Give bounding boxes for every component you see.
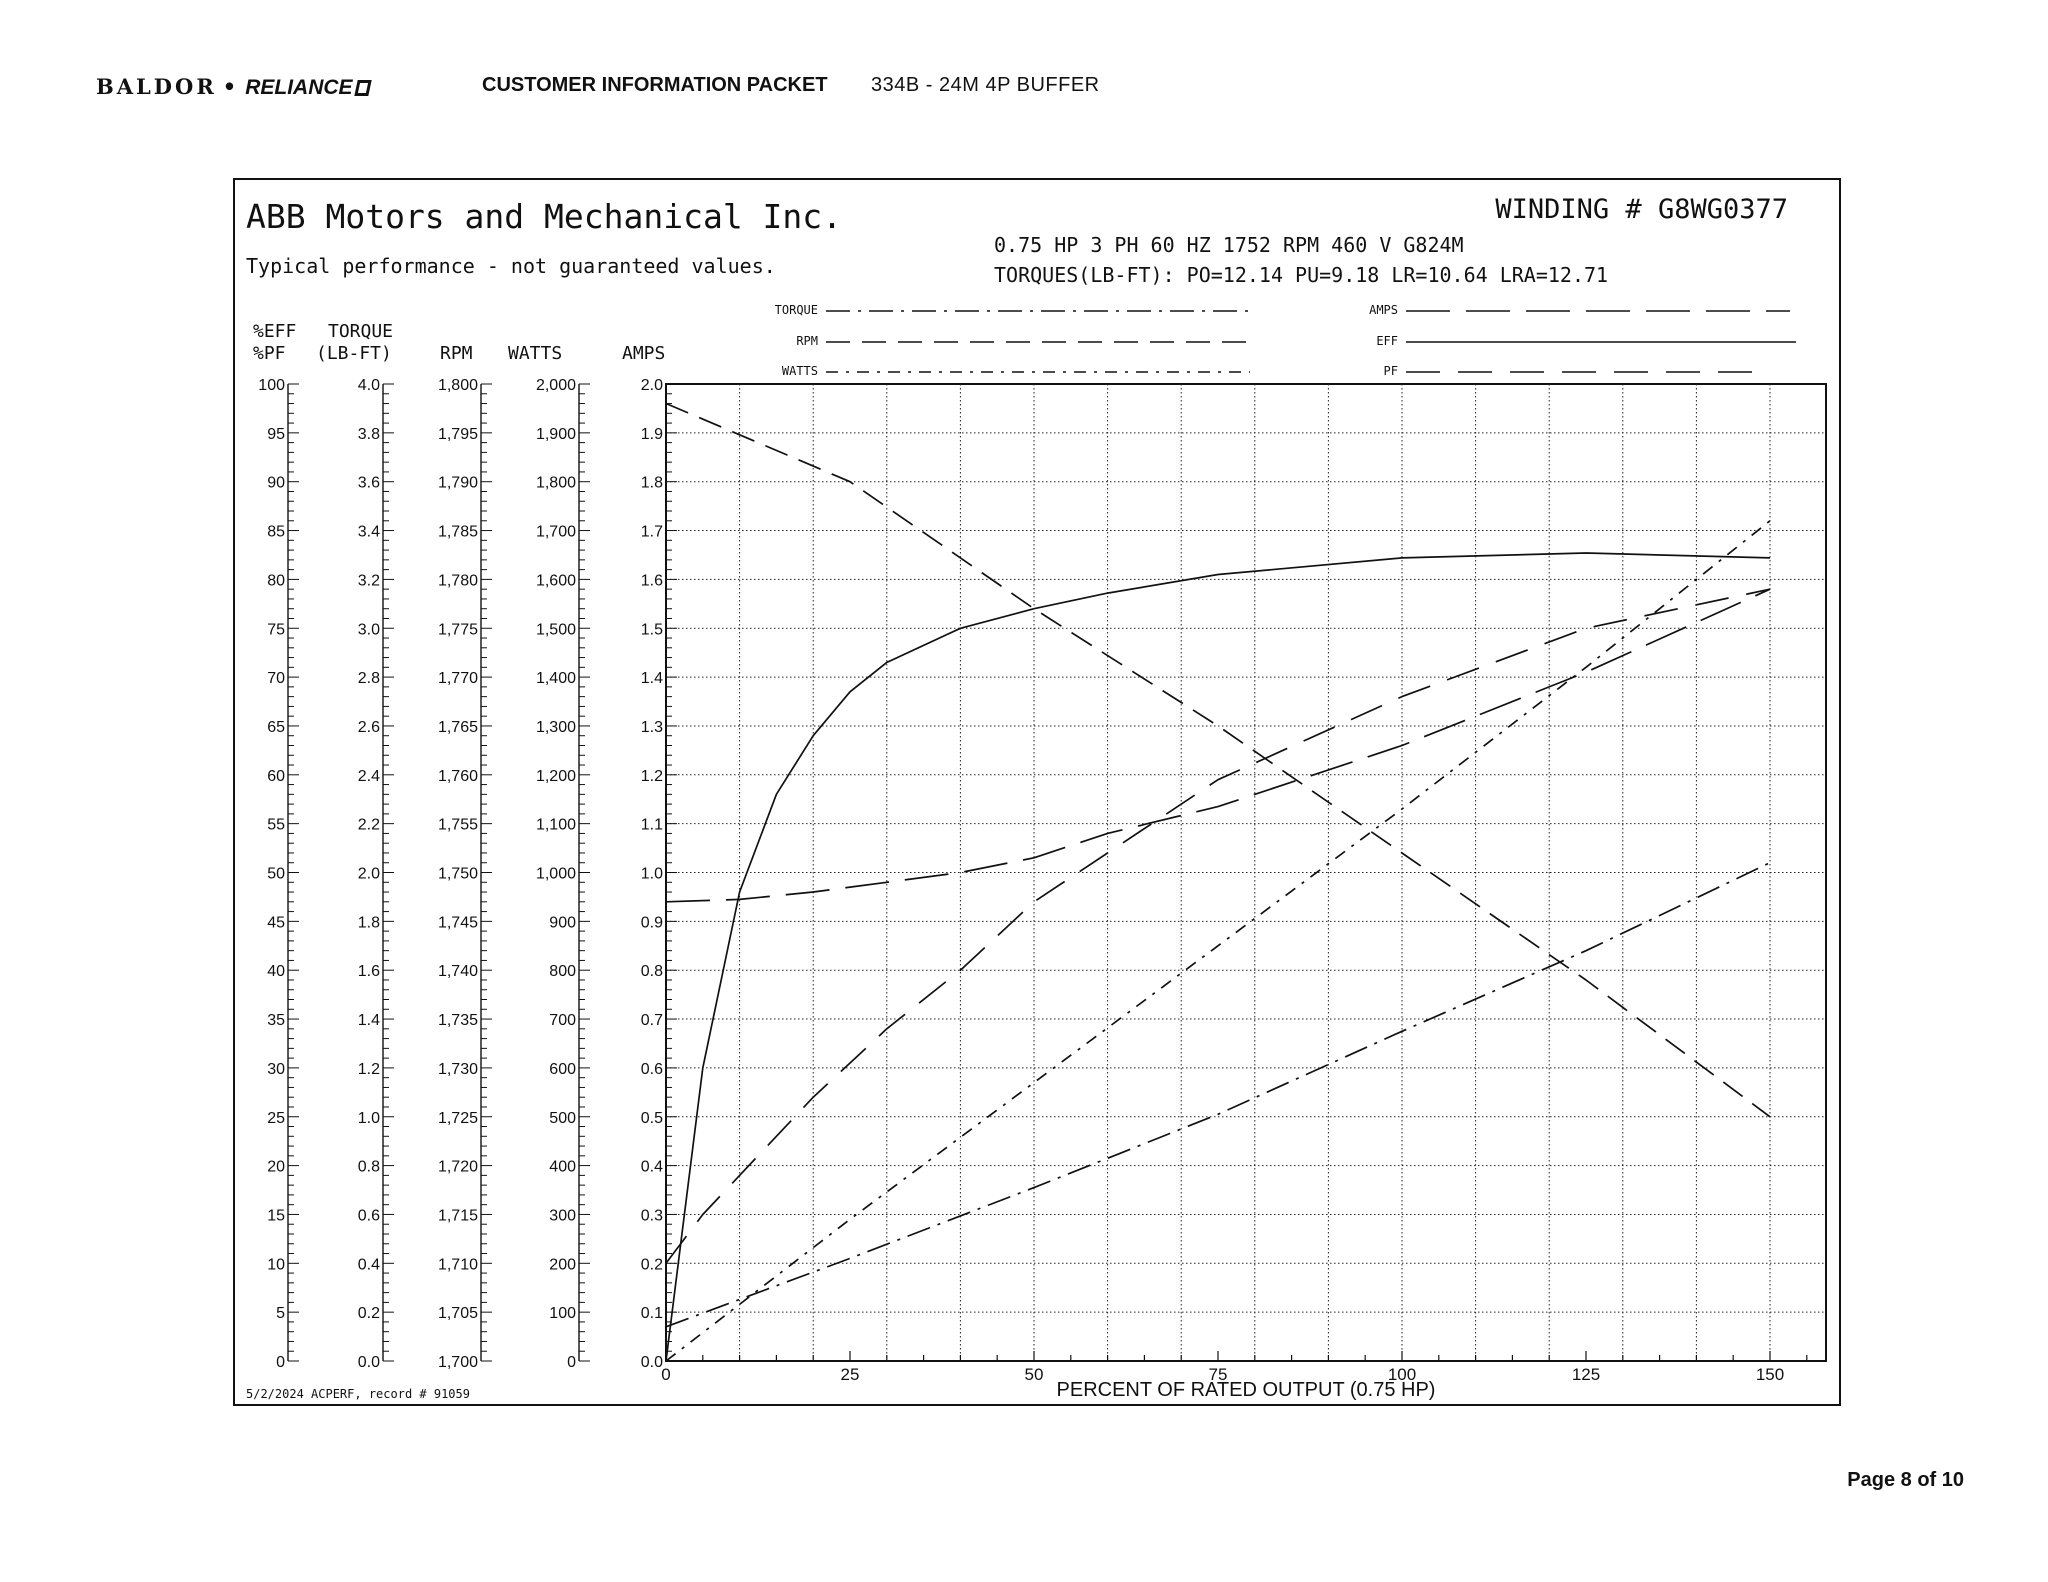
axis-tick-label: 10 xyxy=(267,1256,285,1274)
axis-tick-label: 900 xyxy=(549,914,576,932)
axis-tick-label: 1,740 xyxy=(437,963,478,981)
axis-tick-label: 1,705 xyxy=(437,1305,478,1323)
axis-tick-label: 5 xyxy=(276,1305,285,1323)
axis-tick-label: 500 xyxy=(549,1109,576,1127)
logo-reliance: RELIANCE xyxy=(245,76,353,99)
x-tick-label: 50 xyxy=(1024,1365,1044,1384)
axis-tick-label: 1.4 xyxy=(640,670,663,688)
logo-baldor: BALDOR xyxy=(96,74,217,99)
x-tick-label: 125 xyxy=(1571,1365,1601,1384)
axis-tick-label: 1,750 xyxy=(437,865,478,883)
axis-tick-label: 1,775 xyxy=(437,621,478,639)
axis-tick-label: 0.9 xyxy=(640,914,663,932)
col-header-pf: %PF xyxy=(253,343,286,364)
axis-tick-label: 35 xyxy=(267,1012,285,1030)
chart-legend xyxy=(775,303,1796,378)
axis-tick-label: 1,770 xyxy=(437,670,478,688)
axis-tick-label: 2,000 xyxy=(535,377,576,394)
axis-tick-label: 2.6 xyxy=(357,718,380,736)
winding-number: WINDING # G8WG0377 xyxy=(1495,194,1788,225)
axis-tick-label: 0.2 xyxy=(357,1305,380,1323)
axis-tick-label: 3.6 xyxy=(357,474,380,492)
legend-label: RPM xyxy=(796,334,818,348)
axis-tick-label: 2.8 xyxy=(357,670,380,688)
axis-tick-label: 1,725 xyxy=(437,1109,478,1127)
axis-tick-label: 1,300 xyxy=(535,718,576,736)
axis-tick-label: 65 xyxy=(267,718,285,736)
axis-tick-label: 3.4 xyxy=(357,523,380,541)
axis-tick-label: 0.8 xyxy=(640,963,663,981)
axis-tick-label: 400 xyxy=(549,1158,576,1176)
axis-tick-label: 0.1 xyxy=(640,1305,663,1323)
page-number: Page 8 of 10 xyxy=(1847,1469,1964,1491)
axis-tick-label: 200 xyxy=(549,1256,576,1274)
axis-tick-label: 1.0 xyxy=(357,1109,380,1127)
axis-tick-label: 0.6 xyxy=(357,1207,380,1225)
series-line-torque xyxy=(666,863,1770,1327)
axis-tick-label: 1,600 xyxy=(535,572,576,590)
legend-label: AMPS xyxy=(1369,303,1398,317)
x-axis-label: PERCENT OF RATED OUTPUT (0.75 HP) xyxy=(1056,1379,1436,1401)
axis-tick-label: 1,800 xyxy=(437,377,478,394)
x-tick-label: 25 xyxy=(840,1365,860,1384)
axis-tick-label: 0.2 xyxy=(640,1256,663,1274)
axis-tick-label: 2.0 xyxy=(640,377,663,394)
axis-tick-label: 1,900 xyxy=(535,425,576,443)
axis-tick-label: 85 xyxy=(267,523,285,541)
motor-ratings: 0.75 HP 3 PH 60 HZ 1752 RPM 460 V G824M xyxy=(994,233,1464,257)
axis-tick-label: 1,000 xyxy=(535,865,576,883)
col-header-watts: WATTS xyxy=(508,343,563,364)
series-line-watts xyxy=(666,521,1770,1361)
col-header-amps: AMPS xyxy=(622,343,666,364)
axis-tick-label: 4.0 xyxy=(357,377,380,394)
axis-tick-label: 3.8 xyxy=(357,425,380,443)
axis-tick-label: 1,730 xyxy=(437,1060,478,1078)
axis-tick-label: 1.4 xyxy=(357,1012,380,1030)
legend-label: TORQUE xyxy=(774,303,818,317)
axis-tick-label: 60 xyxy=(267,767,285,785)
axis-tick-label: 1,790 xyxy=(437,474,478,492)
axis-tick-label: 50 xyxy=(267,865,285,883)
motor-torques: TORQUES(LB-FT): PO=12.14 PU=9.18 LR=10.64 LRA=12.71 xyxy=(994,263,1609,287)
axis-tick-label: 1,755 xyxy=(437,816,478,834)
axis-tick-label: 1,720 xyxy=(437,1158,478,1176)
axis-tick-label: 700 xyxy=(549,1012,576,1030)
axis-tick-label: 0.3 xyxy=(640,1207,663,1225)
axis-tick-label: 0 xyxy=(276,1354,285,1371)
grid-lines xyxy=(666,384,1826,1361)
axis-tick-label: 1,700 xyxy=(535,523,576,541)
axis-tick-label: 1.1 xyxy=(640,816,663,834)
x-tick-label: 100 xyxy=(1387,1365,1417,1384)
document-subtitle: 334B - 24M 4P BUFFER xyxy=(871,74,1100,96)
axis-tick-label: 40 xyxy=(267,963,285,981)
axis-tick-label: 1,735 xyxy=(437,1012,478,1030)
axis-tick-label: 0.4 xyxy=(357,1256,380,1274)
axis-tick-label: 1,785 xyxy=(437,523,478,541)
axis-tick-label: 70 xyxy=(267,670,285,688)
record-stamp: 5/2/2024 ACPERF, record # 91059 xyxy=(246,1387,470,1401)
axis-tick-label: 2.4 xyxy=(357,767,380,785)
axis-tick-label: 1,200 xyxy=(535,767,576,785)
value-axes xyxy=(258,377,677,1371)
axis-tick-label: 1.8 xyxy=(357,914,380,932)
axis-tick-label: 1,715 xyxy=(437,1207,478,1225)
axis-tick-label: 0.7 xyxy=(640,1012,663,1030)
axis-tick-label: 1.9 xyxy=(640,425,663,443)
axis-tick-label: 1,765 xyxy=(437,718,478,736)
axis-tick-label: 1.6 xyxy=(357,963,380,981)
axis-tick-label: 55 xyxy=(267,816,285,834)
col-header-torque: TORQUE xyxy=(328,321,394,342)
col-header-torque-unit: (LB-FT) xyxy=(316,343,392,364)
axis-tick-label: 95 xyxy=(267,425,285,443)
axis-tick-label: 90 xyxy=(267,474,285,492)
axis-tick-label: 0.6 xyxy=(640,1060,663,1078)
col-header-eff: %EFF xyxy=(253,321,297,342)
axis-tick-label: 1,795 xyxy=(437,425,478,443)
axis-tick-label: 2.0 xyxy=(357,865,380,883)
axis-tick-label: 1,745 xyxy=(437,914,478,932)
axis-tick-label: 1,760 xyxy=(437,767,478,785)
axis-tick-label: 1,710 xyxy=(437,1256,478,1274)
axis-tick-label: 1,800 xyxy=(535,474,576,492)
logo-dot: • xyxy=(222,74,240,99)
series-line-rpm xyxy=(666,404,1770,1117)
axis-tick-label: 0.8 xyxy=(357,1158,380,1176)
axis-tick-label: 20 xyxy=(267,1158,285,1176)
axis-tick-label: 1.6 xyxy=(640,572,663,590)
series-line-pf xyxy=(666,589,1770,1263)
axis-tick-label: 1.2 xyxy=(357,1060,380,1078)
axis-tick-label: 1,500 xyxy=(535,621,576,639)
x-tick-label: 150 xyxy=(1755,1365,1785,1384)
axis-tick-label: 3.2 xyxy=(357,572,380,590)
axis-tick-label: 15 xyxy=(267,1207,285,1225)
disclaimer: Typical performance - not guaranteed values. xyxy=(246,254,776,278)
axis-tick-label: 100 xyxy=(549,1305,576,1323)
axis-tick-label: 1,100 xyxy=(535,816,576,834)
axis-tick-label: 1.3 xyxy=(640,718,663,736)
axis-tick-label: 30 xyxy=(267,1060,285,1078)
axis-tick-label: 1.8 xyxy=(640,474,663,492)
data-series xyxy=(666,404,1770,1362)
axis-tick-label: 1.0 xyxy=(640,865,663,883)
axis-tick-label: 0 xyxy=(567,1354,576,1371)
axis-tick-label: 45 xyxy=(267,914,285,932)
axis-tick-label: 0.4 xyxy=(640,1158,663,1176)
legend-label: PF xyxy=(1383,364,1398,378)
axis-tick-label: 1,780 xyxy=(437,572,478,590)
axis-tick-label: 0.0 xyxy=(640,1354,663,1371)
axis-tick-label: 1.5 xyxy=(640,621,663,639)
axis-tick-label: 600 xyxy=(549,1060,576,1078)
axis-tick-label: 2.2 xyxy=(357,816,380,834)
axis-tick-label: 3.0 xyxy=(357,621,380,639)
axis-tick-label: 0.5 xyxy=(640,1109,663,1127)
company-name: ABB Motors and Mechanical Inc. xyxy=(246,197,843,236)
axis-tick-label: 800 xyxy=(549,963,576,981)
axis-tick-label: 1,400 xyxy=(535,670,576,688)
axis-tick-label: 1.2 xyxy=(640,767,663,785)
legend-label: EFF xyxy=(1376,334,1398,348)
x-tick-label: 0 xyxy=(661,1365,671,1384)
x-tick-label: 75 xyxy=(1208,1365,1228,1384)
legend-label: WATTS xyxy=(781,364,818,378)
axis-tick-label: 100 xyxy=(258,377,285,394)
axis-tick-label: 1.7 xyxy=(640,523,663,541)
document-title: CUSTOMER INFORMATION PACKET xyxy=(482,74,828,96)
axis-tick-label: 300 xyxy=(549,1207,576,1225)
series-line-amps xyxy=(666,589,1770,902)
series-line-eff xyxy=(666,553,1770,1361)
axis-tick-label: 0.0 xyxy=(357,1354,380,1371)
axis-tick-label: 25 xyxy=(267,1109,285,1127)
col-header-rpm: RPM xyxy=(440,343,473,364)
axis-tick-label: 80 xyxy=(267,572,285,590)
axis-tick-label: 75 xyxy=(267,621,285,639)
axis-tick-label: 1,700 xyxy=(437,1354,478,1371)
